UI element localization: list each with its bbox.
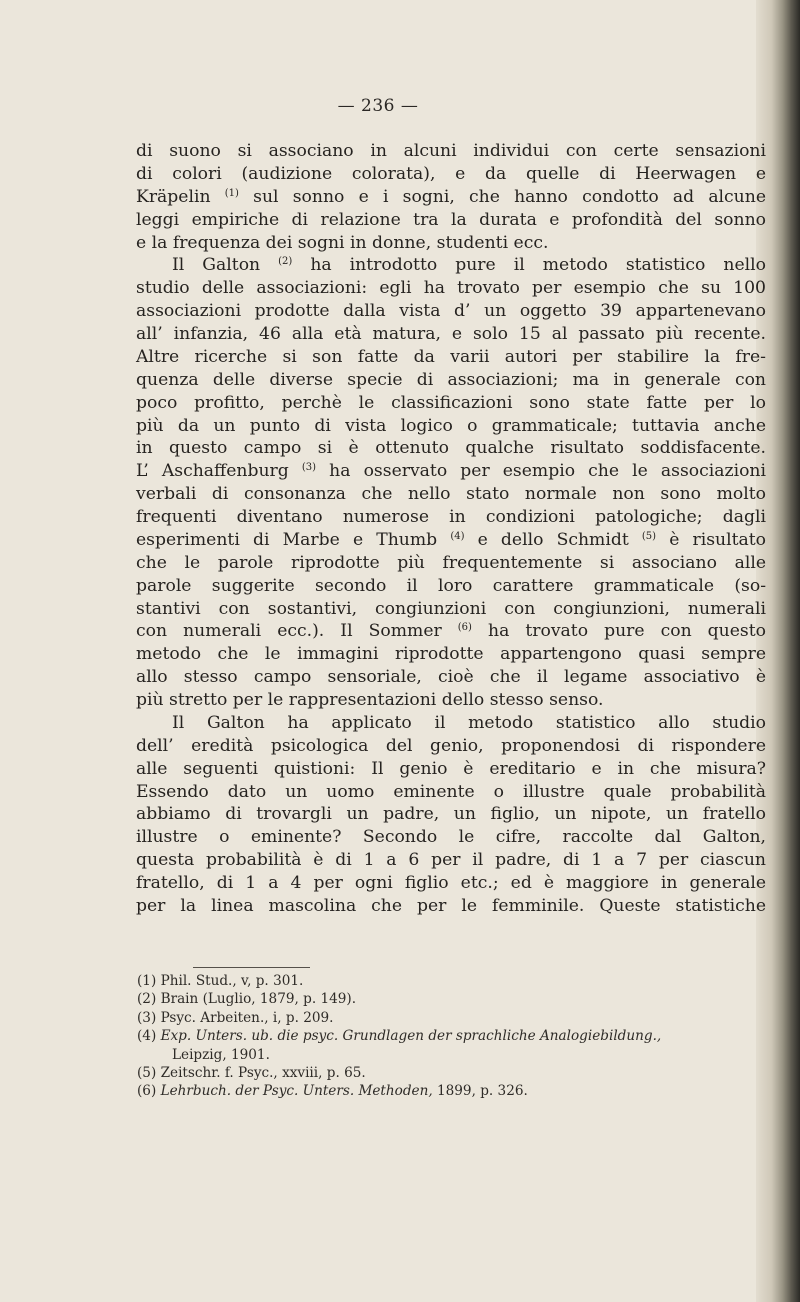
footnote-ref-3: (3)	[301, 462, 317, 474]
line-text: ha osservato per esempio che le associazioni	[316, 461, 766, 482]
line-text: ha trovato pure con questo	[471, 621, 766, 642]
text-line	[136, 689, 766, 712]
line-text: di suono si associano in alcuni individui con certe sensazioni	[136, 141, 766, 161]
line-text: verbali di consonanza che nello stato normale non sono molto	[136, 484, 766, 505]
footnote-text: (3) Psyc. Arbeiten., i, p. 209.	[137, 1009, 334, 1026]
text-line	[136, 140, 766, 163]
text-line	[136, 369, 766, 392]
line-text: stantivi con sostantivi, congiunzioni con congiunzioni, numerali	[136, 598, 766, 619]
text-line	[136, 460, 766, 483]
line-text: Altre ricerche si son fatte da varii autori per stabilire la fre-	[136, 346, 766, 367]
line-text: alle seguenti quistioni: Il genio è ereditario e in che misura?	[136, 758, 766, 779]
footnote-text: (2) Brain (Luglio, 1879, p. 149).	[137, 991, 357, 1008]
text-line	[136, 552, 766, 575]
line-text: Kräpelin	[136, 186, 225, 207]
text-line	[136, 620, 766, 643]
line-text: quenza delle diverse specie di associazioni; ma in generale con	[136, 369, 766, 390]
text-line	[136, 163, 766, 186]
line-text: poco profitto, perchè le classificazioni sono state fatte per lo	[136, 392, 766, 413]
body-text	[136, 140, 766, 918]
footnote-title: Exp. Unters. ub. die psyc. Grundlagen der sprachliche Analogiebildung.,	[160, 1028, 662, 1045]
text-line	[136, 895, 766, 918]
text-line	[136, 643, 766, 666]
line-text: che le parole riprodotte più frequentemente si associano alle	[136, 552, 766, 573]
text-line	[136, 483, 766, 506]
footnote-ref-6: (6)	[457, 622, 472, 634]
footnote-4	[137, 1027, 757, 1045]
footnotes	[137, 972, 757, 1101]
line-text: ha introdotto pure il metodo statistico nello	[292, 255, 767, 276]
line-text: allo stesso campo sensoriale, cioè che il legame associativo è	[136, 667, 766, 688]
line-text: leggi empiriche di relazione tra la durata e profondità del sonno	[136, 209, 766, 230]
footnote-6	[137, 1082, 757, 1100]
line-text: illustre o eminente? Secondo le cifre, raccolte dal Galton,	[136, 827, 766, 848]
line-text: sul sonno e i sogni, che hanno condotto ad alcune	[238, 186, 766, 207]
footnote-lead: (6)	[137, 1083, 161, 1100]
text-line	[136, 209, 766, 232]
text-line	[136, 826, 766, 849]
line-text: all’ infanzia, 46 alla età matura, e solo 15 al passato più recente.	[136, 324, 766, 344]
line-text: e dello Schmidt	[464, 529, 642, 550]
text-line	[136, 392, 766, 415]
line-text: in questo campo si è ottenuto qualche risultato soddisfacente.	[136, 438, 766, 459]
footnote-lead: (4)	[137, 1028, 161, 1045]
text-line	[136, 300, 766, 323]
footnote-2	[137, 990, 757, 1008]
line-text: di colori (audizione colorata), e da quelle di Heerwagen e	[136, 163, 766, 184]
line-text: abbiamo di trovargli un padre, un figlio, un nipote, un fratello	[136, 804, 766, 825]
line-text: L’ Aschaffenburg	[136, 461, 302, 482]
footnote-4-continued	[137, 1046, 757, 1064]
text-line	[136, 277, 766, 300]
text-line	[136, 415, 766, 438]
line-text: fratello, di 1 a 4 per ogni figlio etc.; ed è maggiore in generale	[136, 873, 766, 893]
footnote-text: Leipzig, 1901.	[172, 1046, 270, 1063]
line-text: parole suggerite secondo il loro carattere grammaticale (so-	[136, 575, 766, 596]
footnote-ref-1: (1)	[224, 187, 239, 199]
line-text: esperimenti di Marbe e Thumb	[136, 529, 451, 550]
line-text: con numerali ecc.). Il Sommer	[136, 621, 458, 642]
footnote-ref-4: (4)	[450, 530, 465, 542]
text-line	[136, 872, 766, 895]
text-line	[136, 781, 766, 804]
footnote-text: 1899, p. 326.	[432, 1083, 528, 1100]
line-text: Il Galton ha applicato il metodo statistico allo studio	[172, 712, 766, 733]
footnote-1	[137, 972, 757, 990]
line-text: Il Galton	[172, 255, 279, 276]
line-text: questa probabilità è di 1 a 6 per il padre, di 1 a 7 per ciascun	[136, 850, 766, 871]
text-line	[136, 598, 766, 621]
line-text: metodo che le immagini riprodotte appartengono quasi sempre	[136, 644, 766, 665]
line-text: per la linea mascolina che per le femminile. Queste statistiche	[136, 895, 766, 916]
line-text: Essendo dato un uomo eminente o illustre quale probabilità	[136, 781, 766, 802]
text-line	[136, 712, 766, 735]
text-line	[136, 346, 766, 369]
footnote-text: (1) Phil. Stud., v, p. 301.	[137, 973, 304, 989]
line-text: più da un punto di vista logico o grammaticale; tuttavia anche	[136, 415, 766, 436]
text-line	[136, 186, 766, 209]
footnote-separator	[193, 967, 310, 968]
line-text: e la frequenza dei sogni in donne, studenti ecc.	[136, 232, 549, 253]
text-line	[136, 529, 766, 552]
footnote-ref-2: (2)	[278, 256, 293, 268]
footnote-ref-5: (5)	[641, 530, 657, 542]
line-text: è risultato	[656, 529, 767, 550]
footnote-text: (5) Zeitschr. f. Psyc., xxviii, p. 65.	[137, 1065, 366, 1082]
page-number: — 236 —	[337, 96, 419, 116]
text-line	[136, 735, 766, 758]
footnote-5	[137, 1064, 757, 1082]
text-line	[136, 323, 766, 346]
line-text: studio delle associazioni: egli ha trovato per esempio che su 100	[136, 278, 766, 299]
line-text: più stretto per le rappresentazioni dello stesso senso.	[136, 690, 604, 710]
text-line	[136, 437, 766, 460]
text-line	[136, 232, 766, 255]
footnote-title: Lehrbuch. der Psyc. Unters. Methoden,	[160, 1083, 433, 1100]
text-line	[136, 803, 766, 826]
line-text: frequenti diventano numerose in condizioni patologiche; dagli	[136, 507, 766, 527]
line-text: dell’ eredità psicologica del genio, proponendosi di rispondere	[136, 735, 766, 756]
footnote-3	[137, 1009, 757, 1027]
line-text: associazioni prodotte dalla vista d’ un oggetto 39 appartenevano	[136, 301, 766, 322]
text-line	[136, 849, 766, 872]
text-line	[136, 758, 766, 781]
text-line	[136, 575, 766, 598]
text-line	[136, 666, 766, 689]
text-line	[136, 506, 766, 529]
text-line	[136, 254, 766, 277]
